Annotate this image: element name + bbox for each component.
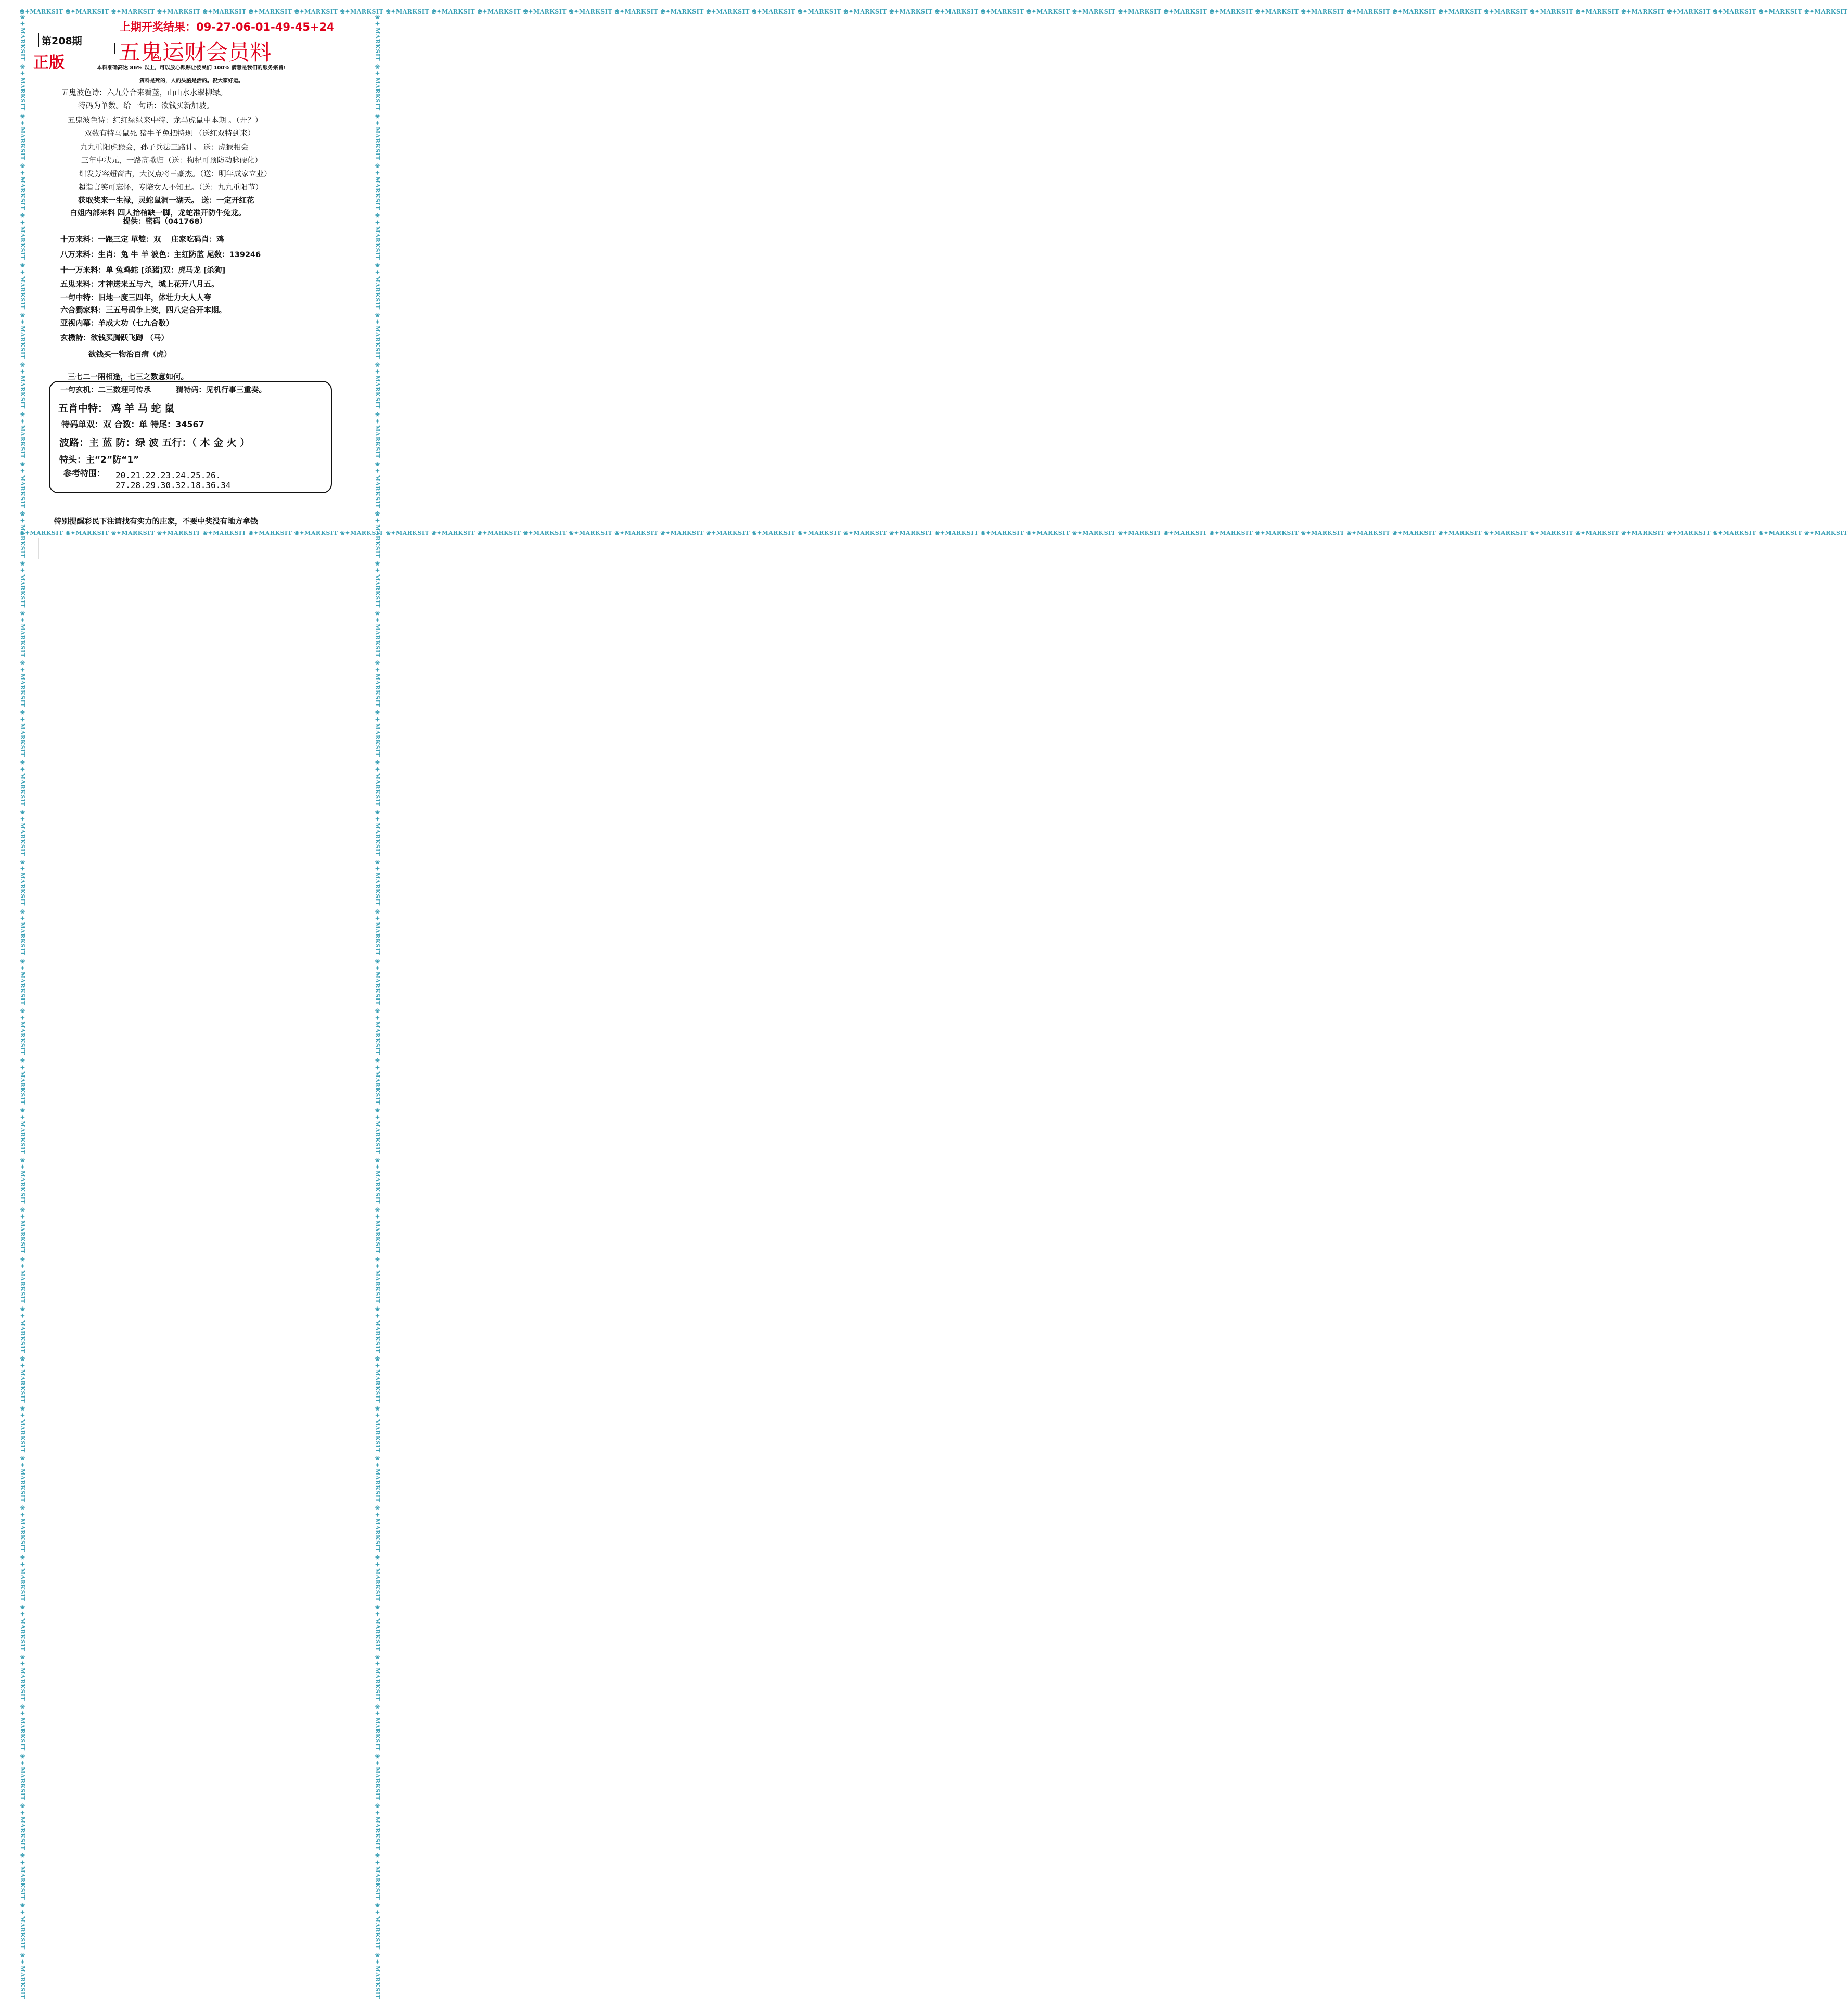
- text-line: 超诣言笑可忘怀，专陪女人不知丑。（送：九九重阳节）: [78, 184, 263, 192]
- text-line: 获取奖来一生禄，灵蛇鼠洞一湖天。 送：一定开红花: [78, 197, 254, 205]
- data-line: 十一万来料：单 兔鸡蛇 [杀猪]双：虎马龙 [杀狗]: [60, 266, 226, 275]
- footer-warning: 特别提醒彩民下注请找有实力的庄家，不要中奖没有地方拿钱: [54, 518, 258, 526]
- text-line: 特码为单数。给一句话：欲钱买新加坡。: [78, 102, 214, 110]
- text-line: 五鬼波色诗：六九分合来看蓝，山山水水翠柳绿。: [61, 89, 227, 97]
- data-line: 玄機詩：欲钱买腾跃飞蹲 （马）: [60, 334, 169, 342]
- text-line: 绀发芳容超窗古，大汉点将三豪杰。（送：明年成家立业）: [79, 170, 272, 178]
- genuine-edition-label: 正版: [33, 54, 65, 72]
- guess-line: 猜特码：见机行事三重奏。: [176, 386, 266, 394]
- data-line: 欲钱买一物治百病（虎）: [88, 351, 172, 359]
- head-line: 特头：主“2”防“1”: [59, 455, 139, 465]
- top-watermark-border: ❀✦MARKSIT ❀✦MARKSIT ❀✦MARKSIT ❀✦MARKSIT ❀✦MARKSIT ❀✦MARKSIT ❀✦MARKSIT ❀✦MARKSIT ❀✦MARKSIT ❀✦MARKSIT ❀✦MARKSIT ❀✦MARKSIT ❀✦MARKSIT ❀✦MARKSIT ❀✦MARKSIT ❀✦MARKSIT ❀✦MARKSIT ❀✦MARKSIT ❀✦MARKSIT ❀✦MARKSIT ❀✦MARKSIT ❀✦MARKSIT ❀✦MARKSIT ❀✦MARKSIT ❀✦MARKSIT ❀✦MARKSIT ❀✦MARKSIT ❀✦MARKSIT ❀✦MARKSIT ❀✦MARKSIT ❀✦MARKSIT ❀✦MARKSIT ❀✦MARKSIT ❀✦MARKSIT ❀✦MARKSIT ❀✦MARKSIT ❀✦MARKSIT ❀✦MARKSIT ❀✦MARKSIT ❀✦MARKSIT: [20, 8, 1848, 15]
- data-line: 一句中特：旧地一度三四年，体壮力大人人夸: [60, 294, 211, 302]
- last-draw-result: 上期开奖结果：09-27-06-01-49-45+24: [120, 21, 335, 33]
- five-zodiac-line: 五肖中特： 鸡 羊 马 蛇 鼠: [58, 403, 175, 414]
- text-line: 五鬼波色诗：红红绿绿来中特、龙马虎鼠中本期 。（开？）: [68, 117, 263, 125]
- data-line: 八万来料：生肖：兔 牛 羊 波色：主红防蓝 尾数：139246: [60, 251, 261, 259]
- data-line: 十万来料：一跟三定 單雙：双 庄家吃码肖：鸡: [60, 236, 224, 244]
- text-line: 白姐内部来料 四人抬棺缺一脚，龙蛇准开防牛兔龙。: [70, 209, 246, 217]
- text-line: 双数有特马鼠死 猪牛羊兔把特现 （送红双特到来）: [84, 130, 255, 138]
- footer-divider: [38, 538, 39, 559]
- left-watermark-border: ❀✦MARKSIT ❀✦MARKSIT ❀✦MARKSIT ❀✦MARKSIT ❀✦MARKSIT ❀✦MARKSIT ❀✦MARKSIT ❀✦MARKSIT ❀✦MARKSIT ❀✦MARKSIT ❀✦MARKSIT ❀✦MARKSIT ❀✦MARKSIT ❀✦MARKSIT ❀✦MARKSIT ❀✦MARKSIT ❀✦MARKSIT ❀✦MARKSIT ❀✦MARKSIT ❀✦MARKSIT ❀✦MARKSIT ❀✦MARKSIT ❀✦MARKSIT ❀✦MARKSIT ❀✦MARKSIT ❀✦MARKSIT ❀✦MARKSIT ❀✦MARKSIT ❀✦MARKSIT ❀✦MARKSIT ❀✦MARKSIT ❀✦MARKSIT ❀✦MARKSIT ❀✦MARKSIT ❀✦MARKSIT ❀✦MARKSIT ❀✦MARKSIT ❀✦MARKSIT ❀✦MARKSIT ❀✦MARKSIT: [19, 14, 26, 1999]
- data-line: 亚视内幕：羊成大功（七九合数）: [60, 319, 174, 328]
- reference-numbers-row1: 20.21.22.23.24.25.26.: [116, 470, 221, 480]
- bottom-watermark-border: ❀✦MARKSIT ❀✦MARKSIT ❀✦MARKSIT ❀✦MARKSIT ❀✦MARKSIT ❀✦MARKSIT ❀✦MARKSIT ❀✦MARKSIT ❀✦MARKSIT ❀✦MARKSIT ❀✦MARKSIT ❀✦MARKSIT ❀✦MARKSIT ❀✦MARKSIT ❀✦MARKSIT ❀✦MARKSIT ❀✦MARKSIT ❀✦MARKSIT ❀✦MARKSIT ❀✦MARKSIT ❀✦MARKSIT ❀✦MARKSIT ❀✦MARKSIT ❀✦MARKSIT ❀✦MARKSIT ❀✦MARKSIT ❀✦MARKSIT ❀✦MARKSIT ❀✦MARKSIT ❀✦MARKSIT ❀✦MARKSIT ❀✦MARKSIT ❀✦MARKSIT ❀✦MARKSIT ❀✦MARKSIT ❀✦MARKSIT ❀✦MARKSIT ❀✦MARKSIT ❀✦MARKSIT ❀✦MARKSIT: [20, 530, 1848, 536]
- right-watermark-border: ❀✦MARKSIT ❀✦MARKSIT ❀✦MARKSIT ❀✦MARKSIT ❀✦MARKSIT ❀✦MARKSIT ❀✦MARKSIT ❀✦MARKSIT ❀✦MARKSIT ❀✦MARKSIT ❀✦MARKSIT ❀✦MARKSIT ❀✦MARKSIT ❀✦MARKSIT ❀✦MARKSIT ❀✦MARKSIT ❀✦MARKSIT ❀✦MARKSIT ❀✦MARKSIT ❀✦MARKSIT ❀✦MARKSIT ❀✦MARKSIT ❀✦MARKSIT ❀✦MARKSIT ❀✦MARKSIT ❀✦MARKSIT ❀✦MARKSIT ❀✦MARKSIT ❀✦MARKSIT ❀✦MARKSIT ❀✦MARKSIT ❀✦MARKSIT ❀✦MARKSIT ❀✦MARKSIT ❀✦MARKSIT ❀✦MARKSIT ❀✦MARKSIT ❀✦MARKSIT ❀✦MARKSIT ❀✦MARKSIT: [374, 14, 381, 1999]
- text-line: 三年中状元，一路高歌归（送：枸杞可预防动脉硬化）: [81, 157, 262, 165]
- wave-line: 波路：主 蓝 防：绿 波 五行：（ 木 金 火 ）: [59, 437, 250, 449]
- reference-numbers-row2: 27.28.29.30.32.18.36.34: [116, 480, 231, 490]
- accuracy-note: 本料准确高达 86% 以上，可以放心跟踪让彼民们 100% 满意是我们的服务宗旨!: [97, 65, 286, 71]
- page-title: 五鬼运财会员料: [119, 40, 272, 65]
- title-divider: [114, 43, 115, 54]
- data-line: 六合獨家料：三五号码争上奖，四八定合开本期。: [60, 306, 226, 315]
- data-line: 五鬼来料：才神送来五与六，城上花开八月五。: [60, 280, 219, 289]
- riddle-line: 一句玄机：二三数理可传承: [60, 386, 151, 394]
- issue-number: 第208期: [38, 33, 82, 47]
- text-line: 九九重阳虎猴会，孙子兵法三路计。 送：虎猴相会: [80, 144, 249, 152]
- data-line: 三七二一兩相逢，七三之数意如何。: [68, 373, 188, 381]
- odd-even-line: 特码单双：双 合数：单 特尾：34567: [61, 419, 204, 429]
- text-line: 提供：密码（041768）: [123, 217, 208, 226]
- luck-note: 资料是死的，人的头脑是活的。祝大家好运。: [139, 78, 243, 84]
- reference-label: 参考特围：: [63, 468, 106, 478]
